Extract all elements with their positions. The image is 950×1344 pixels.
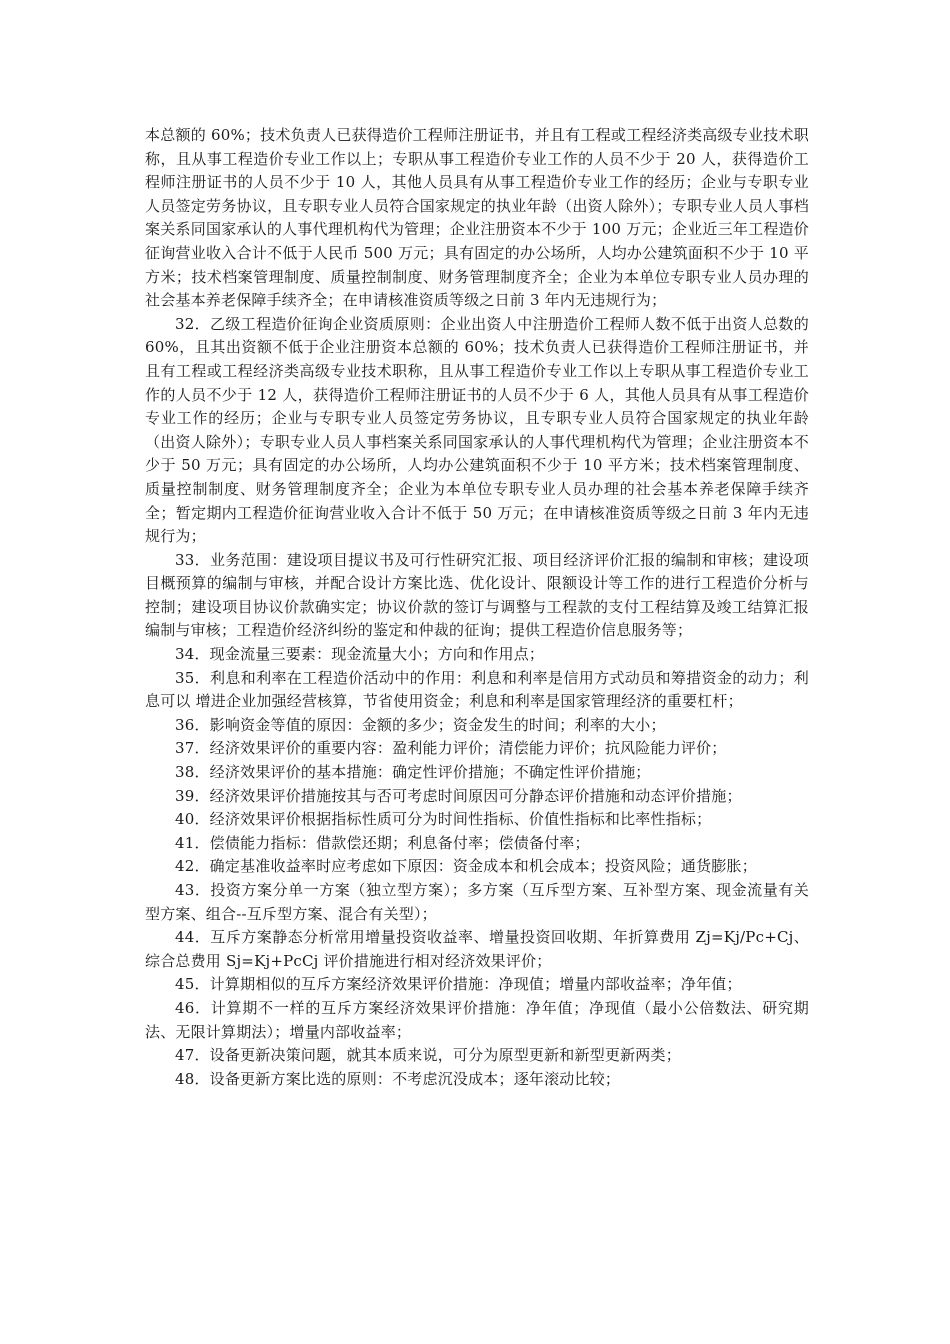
paragraph-45: 45．计算期相似的互斥方案经济效果评价措施：净现值；增量内部收益率；净年值； xyxy=(175,975,742,994)
paragraph-39: 39．经济效果评价措施按其与否可考虑时间原因可分静态评价措施和动态评价措施； xyxy=(175,786,742,805)
paragraph-46: 46．计算期不一样的互斥方案经济效果评价措施：净年值；净现值（最小公倍数法、研究期法、无限计算期法）；增量内部收益率； xyxy=(145,998,809,1041)
paragraph-37: 37．经济效果评价的重要内容：盈利能力评价；清偿能力评价；抗风险能力评价； xyxy=(175,739,727,758)
paragraph-44: 44．互斥方案静态分析常用增量投资收益率、增量投资回收期、年折算费用 Zj=Kj/Pc+Cj、综合总费用 Sj=Kj+PcCj 评价措施进行相对经济效果评价； xyxy=(145,928,809,970)
paragraph-36: 36．影响资金等值的原因：金额的多少；资金发生的时间；利率的大小； xyxy=(175,715,666,734)
paragraph-33: 33．业务范围：建设项目提议书及可行性研究汇报、项目经济评价汇报的编制和审核；建设项目概预算的编制与审核，并配合设计方案比选、优化设计、限额设计等工作的进行工程造价分析与控制；建设项目协议价款确实定；协议价款的签订与调整与工程款的支付工程结算及竣工结算汇报编制与审核；工程造价经济纠纷的鉴定和仲裁的征询；提供工程造价信息服务等； xyxy=(145,550,809,640)
paragraph-31-continued: 本总额的 60%；技术负责人已获得造价工程师注册证书，并且有工程或工程经济类高级专业技术职称，且从事工程造价专业工作以上；专职从事工程造价专业工作的人员不少于 20 人，获得造价工程师注册证书的人员不少于 10 人，其他人员具有从事工程造价专业工作的经历；企业与专职专业人员签定劳务协议，且专职专业人员符合国家规定的执业年龄（出资人除外）；专职专业人员人事档案关系同国家承认的人事代理机构代为管理；企业注册资本不少于 100 万元；企业近三年工程造价征询营业收入合计不低于人民币 500 万元；具有固定的办公场所，人均办公建筑面积不少于 10 平方米；技术档案管理制度、质量控制制度、财务管理制度齐全；企业为本单位专职专业人员办理的社会基本养老保障手续齐全；在申请核准资质等级之日前 3 年内无违规行为； xyxy=(145,126,809,310)
paragraph-42: 42．确定基准收益率时应考虑如下原因：资金成本和机会成本；投资风险；通货膨胀； xyxy=(175,857,757,876)
paragraph-40: 40．经济效果评价根据指标性质可分为时间性指标、价值性指标和比率性指标； xyxy=(175,810,712,829)
paragraph-34: 34．现金流量三要素：现金流量大小；方向和作用点； xyxy=(175,645,545,664)
paragraph-48: 48．设备更新方案比选的原则：不考虑沉没成本；逐年滚动比较； xyxy=(175,1069,621,1088)
paragraph-47: 47．设备更新决策问题，就其本质来说，可分为原型更新和新型更新两类； xyxy=(175,1046,681,1065)
paragraph-43: 43．投资方案分单一方案（独立型方案）；多方案（互斥型方案、互补型方案、现金流量有关型方案、组合--互斥型方案、混合有关型）； xyxy=(145,881,809,923)
paragraph-41: 41．偿债能力指标：借款偿还期；利息备付率；偿债备付率； xyxy=(175,833,590,852)
document-body xyxy=(145,124,809,1091)
paragraph-32: 32．乙级工程造价征询企业资质原则：企业出资人中注册造价工程师人数不低于出资人总数的 60%，且其出资额不低于企业注册资本总额的 60%；技术负责人已获得造价工程师注册证书，并且有工程或工程经济类高级专业技术职称，且从事工程造价专业工作以上专职从事工程造价专业工作的人员不少于 12 人，获得造价工程师注册证书的人员不少于 6 人，其他人员具有从事工程造价专业工作的经历；企业与专职专业人员签定劳务协议，且专职专业人员符合国家规定的执业年龄（出资人除外）；专职专业人员人事档案关系同国家承认的人事代理机构代为管理；企业注册资本不少于 50 万元；具有固定的办公场所，人均办公建筑面积不少于 10 平方米；技术档案管理制度、质量控制制度、财务管理制度齐全；企业为本单位专职专业人员办理的社会基本养老保障手续齐全；暂定期内工程造价征询营业收入合计不低于 50 万元；在申请核准资质等级之日前 3 年内无违规行为； xyxy=(145,314,809,546)
paragraph-35: 35．利息和利率在工程造价活动中的作用：利息和利率是信用方式动员和筹措资金的动力；利息可以 增进企业加强经营核算，节省使用资金；利息和利率是国家管理经济的重要杠杆； xyxy=(145,668,809,711)
paragraph-38: 38．经济效果评价的基本措施：确定性评价措施；不确定性评价措施； xyxy=(175,763,651,782)
